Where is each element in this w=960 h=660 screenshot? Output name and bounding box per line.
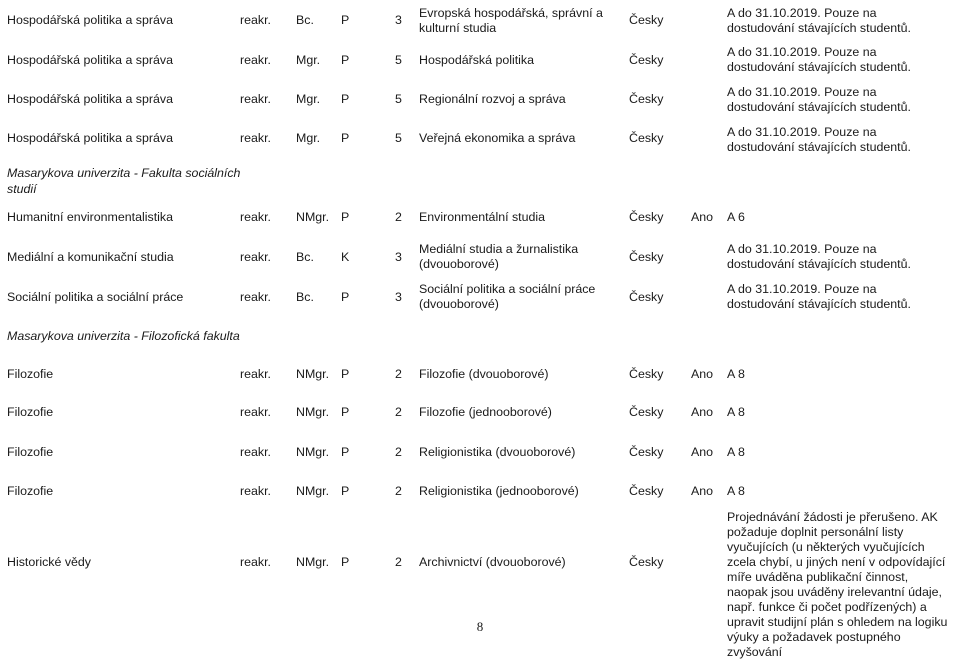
program-cell: Hospodářská politika a správa — [7, 53, 173, 67]
form-cell: P — [341, 445, 350, 459]
note-cell: A 8 — [727, 367, 745, 381]
table-row — [0, 405, 960, 421]
field-cell: Sociální politika a sociální práce (dvouoborové) — [419, 282, 596, 311]
language-cell: Česky — [629, 405, 664, 419]
type-cell: reakr. — [240, 210, 271, 224]
language-cell: Česky — [629, 92, 664, 106]
degree-cell: NMgr. — [296, 367, 330, 381]
field-cell: Archivnictví (dvouoborové) — [419, 555, 566, 569]
language-cell: Česky — [629, 131, 664, 145]
field-cell: Environmentální studia — [419, 210, 546, 224]
degree-cell: Bc. — [296, 13, 314, 27]
note-cell: Projednávání žádosti je přerušeno. AK požaduje doplnit personální listy vyučujících (u některých vyučujících zcela chybí, u jiných není v odpovídající míře uváděna publikační činnost, naopak jsou uváděny irelevantní údaje, např. funkce či počet podřízených) a upravit studijní plán s ohledem na logiku výuky a požadavek postupného zvyšování — [727, 510, 948, 659]
table-row — [0, 85, 960, 115]
type-cell: reakr. — [240, 250, 271, 264]
type-cell: reakr. — [240, 131, 271, 145]
length-cell: 5 — [395, 92, 402, 106]
form-cell: P — [341, 210, 350, 224]
note-cell: A do 31.10.2019. Pouze na dostudování stávajících studentů. — [727, 125, 911, 154]
note-cell: A 8 — [727, 484, 745, 498]
degree-cell: Bc. — [296, 290, 314, 304]
form-cell: P — [341, 290, 350, 304]
length-cell: 2 — [395, 445, 402, 459]
language-cell: Česky — [629, 290, 664, 304]
type-cell: reakr. — [240, 445, 271, 459]
field-cell: Filozofie (dvouoborové) — [419, 367, 549, 381]
program-cell: Mediální a komunikační studia — [7, 250, 174, 264]
degree-cell: Mgr. — [296, 92, 321, 106]
length-cell: 2 — [395, 555, 402, 569]
faculty-heading: Masarykova univerzita - Filozofická fakulta — [7, 329, 240, 343]
table-row — [0, 367, 960, 383]
type-cell: reakr. — [240, 405, 271, 419]
length-cell: 5 — [395, 131, 402, 145]
language-cell: Česky — [629, 445, 664, 459]
field-cell: Hospodářská politika — [419, 53, 535, 67]
type-cell: reakr. — [240, 290, 271, 304]
field-cell: Filozofie (jednooborové) — [419, 405, 552, 419]
length-cell: 3 — [395, 290, 402, 304]
field-cell: Mediální studia a žurnalistika (dvouoborové) — [419, 242, 579, 271]
program-cell: Sociální politika a sociální práce — [7, 290, 184, 304]
program-cell: Filozofie — [7, 484, 54, 498]
table-row — [0, 242, 960, 272]
length-cell: 3 — [395, 13, 402, 27]
accreditation-cell: Ano — [691, 367, 714, 381]
note-cell: A do 31.10.2019. Pouze na dostudování stávajících studentů. — [727, 242, 911, 271]
language-cell: Česky — [629, 367, 664, 381]
form-cell: P — [341, 13, 350, 27]
degree-cell: NMgr. — [296, 405, 330, 419]
length-cell: 2 — [395, 210, 402, 224]
table-row — [0, 125, 960, 155]
form-cell: P — [341, 405, 350, 419]
note-cell: A do 31.10.2019. Pouze na dostudování stávajících studentů. — [727, 85, 911, 114]
program-cell: Historické vědy — [7, 555, 92, 569]
table-row — [0, 45, 960, 75]
table-row — [0, 282, 960, 312]
program-cell: Hospodářská politika a správa — [7, 92, 173, 106]
language-cell: Česky — [629, 53, 664, 67]
field-cell: Veřejná ekonomika a správa — [419, 131, 576, 145]
program-cell: Filozofie — [7, 405, 54, 419]
language-cell: Česky — [629, 210, 664, 224]
language-cell: Česky — [629, 250, 664, 264]
type-cell: reakr. — [240, 367, 271, 381]
length-cell: 2 — [395, 367, 402, 381]
degree-cell: NMgr. — [296, 555, 330, 569]
note-cell: A do 31.10.2019. Pouze na dostudování stávajících studentů. — [727, 282, 911, 311]
accreditation-cell: Ano — [691, 484, 714, 498]
degree-cell: Bc. — [296, 250, 314, 264]
field-cell: Religionistika (jednooborové) — [419, 484, 579, 498]
degree-cell: NMgr. — [296, 484, 330, 498]
program-cell: Filozofie — [7, 445, 54, 459]
type-cell: reakr. — [240, 13, 271, 27]
language-cell: Česky — [629, 555, 664, 569]
page-number: 8 — [476, 619, 484, 634]
note-cell: A 8 — [727, 445, 745, 459]
length-cell: 2 — [395, 405, 402, 419]
degree-cell: NMgr. — [296, 210, 330, 224]
note-cell: A do 31.10.2019. Pouze na dostudování stávajících studentů. — [727, 45, 911, 74]
form-cell: P — [341, 484, 350, 498]
degree-cell: NMgr. — [296, 445, 330, 459]
form-cell: P — [341, 53, 350, 67]
field-cell: Regionální rozvoj a správa — [419, 92, 566, 106]
language-cell: Česky — [629, 13, 664, 27]
table-row — [0, 484, 960, 500]
length-cell: 3 — [395, 250, 402, 264]
form-cell: P — [341, 367, 350, 381]
program-cell: Hospodářská politika a správa — [7, 13, 173, 27]
form-cell: P — [341, 555, 350, 569]
language-cell: Česky — [629, 484, 664, 498]
accreditation-cell: Ano — [691, 445, 714, 459]
program-cell: Hospodářská politika a správa — [7, 131, 173, 145]
field-cell: Religionistika (dvouoborové) — [419, 445, 576, 459]
degree-cell: Mgr. — [296, 131, 321, 145]
length-cell: 2 — [395, 484, 402, 498]
table-row — [0, 6, 960, 36]
accreditation-cell: Ano — [691, 405, 714, 419]
field-cell: Evropská hospodářská, správní a kulturní studia — [419, 6, 603, 35]
note-cell: A 8 — [727, 405, 745, 419]
program-cell: Filozofie — [7, 367, 54, 381]
table-row — [0, 210, 960, 226]
program-cell: Humanitní environmentalistika — [7, 210, 173, 224]
type-cell: reakr. — [240, 484, 271, 498]
type-cell: reakr. — [240, 53, 271, 67]
form-cell: K — [341, 250, 350, 264]
type-cell: reakr. — [240, 555, 271, 569]
degree-cell: Mgr. — [296, 53, 321, 67]
form-cell: P — [341, 92, 350, 106]
form-cell: P — [341, 131, 350, 145]
faculty-heading: Masarykova univerzita - Fakulta sociálních studií — [7, 166, 241, 196]
note-cell: A 6 — [727, 210, 745, 224]
table-row — [0, 445, 960, 461]
length-cell: 5 — [395, 53, 402, 67]
accreditation-cell: Ano — [691, 210, 714, 224]
type-cell: reakr. — [240, 92, 271, 106]
table-row — [0, 510, 960, 659]
note-cell: A do 31.10.2019. Pouze na dostudování stávajících studentů. — [727, 6, 911, 35]
